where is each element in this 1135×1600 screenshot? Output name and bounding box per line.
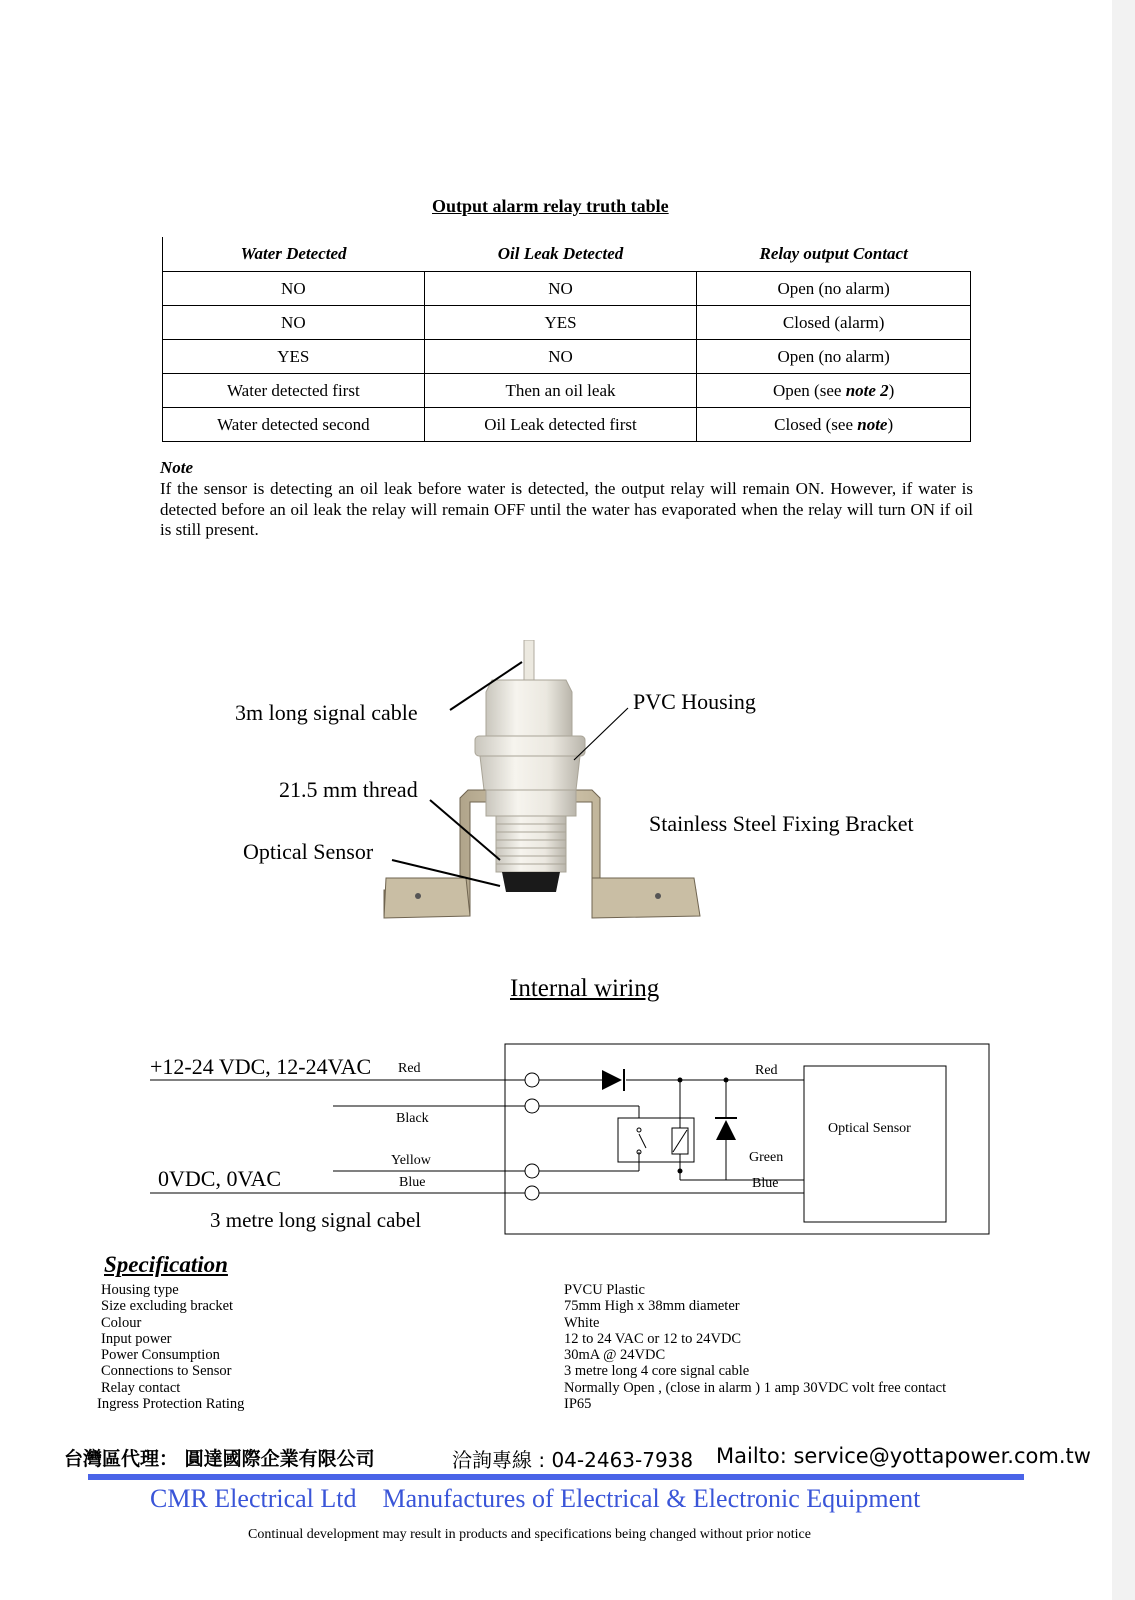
table-cell: NO — [424, 272, 697, 306]
wire-label-yellow: Yellow — [391, 1153, 431, 1168]
note-reference: note 2 — [845, 380, 889, 400]
table-cell: NO — [424, 340, 697, 374]
spec-values — [564, 1282, 946, 1412]
optical-sensor-box-label: Optical Sensor — [828, 1121, 911, 1136]
spec-label: Housing type — [101, 1282, 179, 1298]
wire-label-blue-internal: Blue — [752, 1176, 779, 1191]
spec-label: Relay contact — [101, 1379, 181, 1396]
spec-value: 30mA @ 24VDC — [564, 1347, 666, 1364]
table-cell — [697, 408, 971, 442]
wiring-title: Internal wiring — [510, 975, 660, 1002]
housing-flange — [475, 736, 585, 756]
header-water-detected: Water Detected — [163, 237, 425, 272]
leader-line-housing — [574, 708, 628, 760]
table-cell: Open (no alarm) — [697, 272, 971, 306]
cell-text: Closed (see — [774, 414, 858, 434]
terminal-blue — [525, 1186, 539, 1200]
table-cell: Oil Leak detected first — [424, 408, 697, 442]
flyback-diode — [716, 1120, 736, 1140]
wire-label-red-internal: Red — [755, 1063, 778, 1078]
relay-box — [618, 1118, 694, 1162]
note-body: If the sensor is detecting an oil leak before water is detected, the output relay will remain ON. However, if water is detected before an oil leak the relay will remain OFF until the water has evaporated when the relay will turn ON if oil is still present. — [160, 479, 973, 539]
table-row — [163, 374, 971, 408]
housing-body — [480, 756, 580, 790]
bracket-foot-left — [384, 878, 470, 918]
wire-label-black: Black — [396, 1111, 429, 1126]
supply-voltage-label: +12-24 VDC, 12-24VAC — [150, 1054, 372, 1079]
disclaimer: Continual development may result in products and specifications being changed without prior notice — [248, 1527, 811, 1542]
spec-labels — [97, 1282, 245, 1413]
spec-value: 12 to 24 VAC or 12 to 24VDC — [564, 1330, 742, 1347]
table-cell — [697, 374, 971, 408]
header-relay-output: Relay output Contact — [759, 244, 908, 263]
junction-dot — [678, 1169, 683, 1174]
spec-value: White — [564, 1314, 600, 1331]
table-row — [163, 340, 971, 374]
wire-label-red: Red — [398, 1061, 421, 1076]
terminal-yellow — [525, 1164, 539, 1178]
bracket-hole — [655, 893, 661, 899]
bracket-foot-right — [592, 878, 700, 918]
label-thread: 21.5 mm thread — [279, 777, 418, 802]
enclosure-box — [505, 1044, 989, 1234]
junction-dot — [678, 1078, 683, 1083]
series-diode — [602, 1070, 622, 1090]
table-cell: YES — [163, 340, 425, 374]
sensor-photo — [0, 640, 1110, 950]
table-cell: NO — [163, 306, 425, 340]
footer-divider — [88, 1474, 1024, 1480]
note-reference: note — [857, 414, 888, 434]
spec-label: Connections to Sensor — [101, 1363, 232, 1380]
table-cell: Water detected first — [163, 374, 425, 408]
junction-dot — [724, 1078, 729, 1083]
optical-tip — [502, 872, 560, 892]
spec-label: Power Consumption — [101, 1347, 220, 1364]
terminal-red — [525, 1073, 539, 1087]
wire-label-blue: Blue — [399, 1175, 426, 1190]
spec-value: 75mm High x 38mm diameter — [564, 1298, 740, 1315]
cable-shape — [524, 640, 534, 682]
cell-text: ) — [887, 414, 894, 434]
specification-title: Specification — [104, 1252, 228, 1277]
label-bracket: Stainless Steel Fixing Bracket — [649, 811, 914, 836]
table-cell: Open (no alarm) — [697, 340, 971, 374]
company-line — [150, 1484, 920, 1514]
housing-cap — [486, 680, 572, 736]
table-cell: YES — [424, 306, 697, 340]
label-signal-cable: 3m long signal cable — [235, 700, 418, 725]
spec-label: Input power — [101, 1330, 172, 1347]
email-link[interactable]: Mailto: service@yottapower.com.tw — [716, 1444, 1091, 1468]
table-cell: Then an oil leak — [424, 374, 697, 408]
spec-label: Colour — [101, 1314, 142, 1331]
truth-table — [162, 237, 971, 442]
spec-label: Size excluding bracket — [101, 1298, 234, 1315]
cell-text: ) — [888, 380, 895, 400]
company-tagline: Manufactures of Electrical & Electronic Equipment — [382, 1484, 921, 1513]
hotline-label: 洽詢專線 : 04-2463-7938 — [452, 1448, 694, 1472]
table-row — [163, 408, 971, 442]
spec-value: 3 metre long 4 core signal cable — [564, 1363, 750, 1380]
spec-value: IP65 — [564, 1396, 592, 1413]
truth-table-header-row — [163, 237, 971, 272]
header-oil-leak-detected: Oil Leak Detected — [497, 244, 624, 263]
spec-value: PVCU Plastic — [564, 1282, 645, 1298]
spec-label: Ingress Protection Rating — [97, 1396, 245, 1413]
label-pvc-housing: PVC Housing — [633, 689, 756, 714]
company-name: CMR Electrical Ltd — [150, 1484, 357, 1513]
table-row — [163, 272, 971, 306]
table-cell: Closed (alarm) — [697, 306, 971, 340]
terminal-black — [525, 1099, 539, 1113]
label-optical-sensor: Optical Sensor — [243, 839, 374, 864]
note-title: Note — [160, 458, 194, 477]
table-cell: NO — [163, 272, 425, 306]
page-edge-strip — [1112, 0, 1135, 1600]
spec-value: Normally Open , (close in alarm ) 1 amp 30VDC volt free contact — [564, 1379, 947, 1396]
signal-cable-label: 3 metre long signal cabel — [210, 1208, 422, 1232]
bracket-hole — [415, 893, 421, 899]
optical-sensor-box — [804, 1066, 946, 1222]
housing-nut — [486, 790, 576, 816]
wire-label-green: Green — [749, 1150, 784, 1165]
truth-table-title: Output alarm relay truth table — [432, 196, 669, 216]
cell-text: Open (see — [772, 380, 846, 400]
table-row — [163, 306, 971, 340]
table-cell: Water detected second — [163, 408, 425, 442]
ground-label: 0VDC, 0VAC — [158, 1166, 282, 1191]
taiwan-agent-label: 台灣區代理： 圓達國際企業有限公司 — [64, 1448, 375, 1470]
